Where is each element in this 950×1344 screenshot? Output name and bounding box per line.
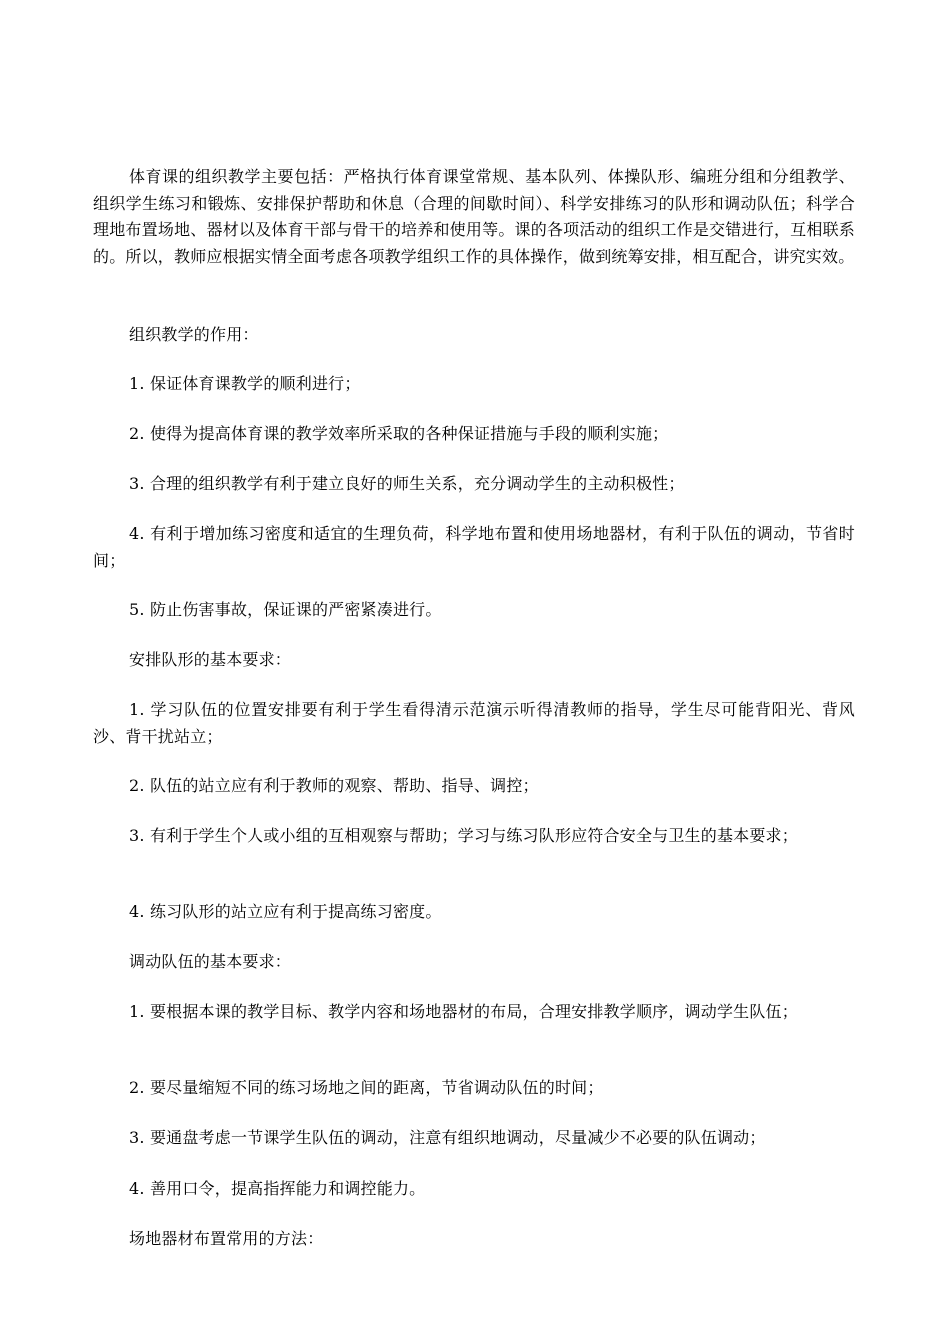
list-item: 2. 队伍的站立应有利于教师的观察、帮助、指导、调控； [129, 776, 539, 795]
list-item: 4. 练习队形的站立应有利于提高练习密度。 [129, 902, 442, 921]
list-item: 2. 要尽量缩短不同的练习场地之间的距离，节省调动队伍的时间； [129, 1078, 604, 1097]
section-heading-equipment-layout: 场地器材布置常用的方法： [129, 1229, 324, 1248]
section-heading-team-movement: 调动队伍的基本要求： [129, 952, 292, 971]
section-heading-organization-role: 组织教学的作用： [129, 325, 259, 344]
list-item: 3. 有利于学生个人或小组的互相观察与帮助；学习与练习队形应符合安全与卫生的基本要求； [129, 826, 798, 845]
list-item: 4. 善用口令，提高指挥能力和调控能力。 [129, 1179, 426, 1198]
list-item: 4. 有利于增加练习密度和适宜的生理负荷，科学地布置和使用场地器材，有利于队伍的调动，节省时间； [93, 524, 855, 570]
list-item: 2. 使得为提高体育课的教学效率所采取的各种保证措施与手段的顺利实施； [129, 424, 669, 443]
list-item: 3. 要通盘考虑一节课学生队伍的调动，注意有组织地调动，尽量减少不必要的队伍调动； [129, 1128, 766, 1147]
list-item: 5. 防止伤害事故，保证课的严密紧凑进行。 [129, 600, 442, 619]
list-item: 1. 学习队伍的位置安排要有利于学生看得清示范演示听得清教师的指导，学生尽可能背阳光、背风沙、背干扰站立； [93, 700, 855, 746]
list-item: 1. 保证体育课教学的顺利进行； [129, 374, 361, 393]
list-item: 3. 合理的组织教学有利于建立良好的师生关系，充分调动学生的主动积极性； [129, 474, 685, 493]
intro-paragraph: 体育课的组织教学主要包括：严格执行体育课堂常规、基本队列、体操队形、编班分组和分组教学、组织学生练习和锻炼、安排保护帮助和休息（合理的间歇时间）、科学安排练习的队形和调动队伍；科学合理地布置场地、器材以及体育干部与骨干的培养和使用等。课的各项活动的组织工作是交错进行，互相联系的。所以，教师应根据实情全面考虑各项教学组织工作的具体操作，做到统筹安排，相互配合，讲究实效。 [93, 167, 855, 266]
section-heading-formation-requirements: 安排队形的基本要求： [129, 650, 292, 669]
list-item: 1. 要根据本课的教学目标、教学内容和场地器材的布局，合理安排教学顺序，调动学生队伍； [129, 1002, 798, 1021]
